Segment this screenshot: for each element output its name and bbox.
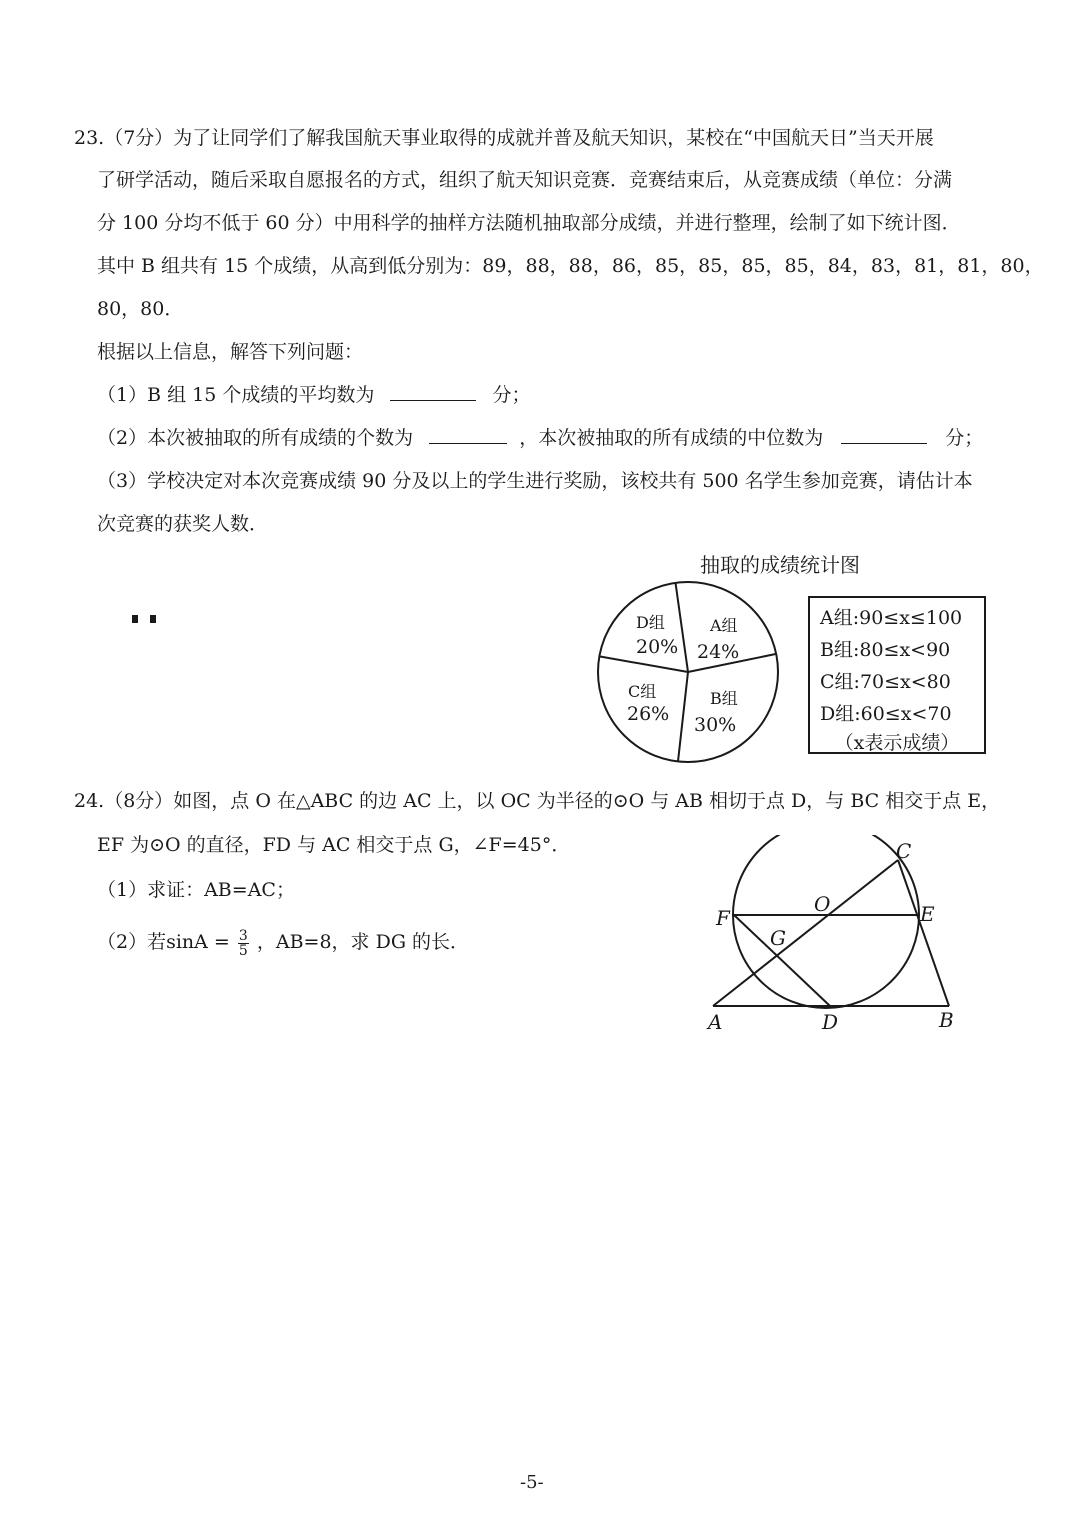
label-point-o: O — [814, 892, 831, 916]
q23-part-3-line-2: 次竞赛的获奖人数． — [97, 513, 269, 535]
slice-label-b: B组 — [710, 689, 738, 708]
q23-line-1: 23.（7分）为了让同学们了解我国航天事业取得的成就并普及航天知识，某校在“中国航天日”当天开展 — [74, 127, 934, 149]
q24-line-2: EF 为⊙O 的直径，FD 与 AC 相交于点 G，∠F=45°． — [97, 834, 571, 856]
q23-part-1-unit: 分； — [492, 384, 531, 406]
answer-blank-1[interactable] — [390, 382, 476, 401]
pie-chart — [590, 580, 790, 770]
page-number: -5- — [520, 1472, 544, 1493]
q23-part-1 — [97, 381, 530, 409]
q23-line-5: 80，80． — [97, 298, 184, 320]
q23-part-2-text-b: ，本次被抽取的所有成绩的中位数为 — [519, 427, 824, 449]
geometry-figure — [700, 835, 1000, 1045]
chart-legend — [808, 596, 986, 754]
slice-value-c: 26% — [627, 703, 670, 725]
label-point-d: D — [822, 1010, 839, 1034]
q24-part-2-text-b: ，AB=8，求 DG 的长． — [256, 931, 470, 953]
q24-part-2-text-a: （2）若sinA = — [97, 931, 230, 953]
label-point-b: B — [939, 1008, 954, 1032]
label-point-g: G — [770, 926, 786, 950]
q24-line-1: 24.（8分）如图，点 O 在△ABC 的边 AC 上，以 OC 为半径的⊙O 与 AB 相切于点 D，与 BC 相交于点 E， — [74, 790, 1001, 812]
fraction-denominator: 5 — [238, 942, 248, 959]
segment-bc — [898, 860, 949, 1006]
slice-label-a: A组 — [710, 616, 738, 635]
q23-line-4: 其中 B 组共有 15 个成绩，从高到低分别为：89，88，88，86，85，85，85，85，84，83，81，81，80， — [97, 255, 1044, 277]
scan-mark — [150, 615, 156, 623]
chart-title: 抽取的成绩统计图 — [700, 553, 860, 577]
q24-part-1: （1）求证：AB=AC； — [97, 879, 295, 901]
q23-part-2 — [97, 424, 983, 452]
slice-label-d: D组 — [636, 613, 665, 632]
legend-item-d: D组:60≤x<70 — [820, 703, 952, 725]
slice-value-d: 20% — [636, 636, 679, 658]
q23-part-3-line-1: （3）学校决定对本次竞赛成绩 90 分及以上的学生进行奖励，该校共有 500 名学生参加竞赛，请估计本 — [97, 470, 973, 492]
answer-blank-3[interactable] — [841, 425, 927, 444]
pie-slice-boundary — [599, 656, 688, 672]
legend-item-a: A组:90≤x≤100 — [820, 607, 963, 629]
q23-line-6: 根据以上信息，解答下列问题： — [97, 341, 364, 363]
scan-marks — [132, 606, 168, 628]
q23-line-3: 分 100 分均不低于 60 分）中用科学的抽样方法随机抽取部分成绩，并进行整理，绘制了如下统计图． — [97, 212, 961, 234]
legend-item-b: B组:80≤x<90 — [820, 639, 951, 661]
scan-mark — [132, 615, 138, 623]
pie-slice-boundary — [676, 583, 689, 672]
q23-line-2: 了研学活动，随后采取自愿报名的方式，组织了航天知识竞赛．竞赛结束后，从竞赛成绩（单位：分满 — [97, 169, 953, 191]
label-point-e: E — [920, 902, 935, 926]
q24-part-2 — [97, 928, 469, 958]
label-point-c: C — [896, 839, 912, 863]
circle-o — [733, 835, 919, 1008]
pie-slice-boundary — [678, 672, 688, 761]
q23-part-1-text: （1）B 组 15 个成绩的平均数为 — [97, 384, 375, 406]
legend-note: （x表示成绩） — [834, 732, 960, 754]
legend-item-c: C组:70≤x<80 — [820, 671, 951, 693]
q23-part-2-text-a: （2）本次被抽取的所有成绩的个数为 — [97, 427, 414, 449]
fraction-three-fifths — [238, 929, 249, 958]
answer-blank-2[interactable] — [429, 425, 507, 444]
slice-value-b: 30% — [694, 714, 737, 736]
fraction-numerator: 3 — [238, 927, 248, 944]
slice-value-a: 24% — [697, 641, 740, 663]
label-point-a: A — [708, 1010, 723, 1034]
q23-part-2-unit: 分； — [945, 427, 984, 449]
slice-label-c: C组 — [628, 682, 657, 701]
label-point-f: F — [716, 906, 730, 930]
